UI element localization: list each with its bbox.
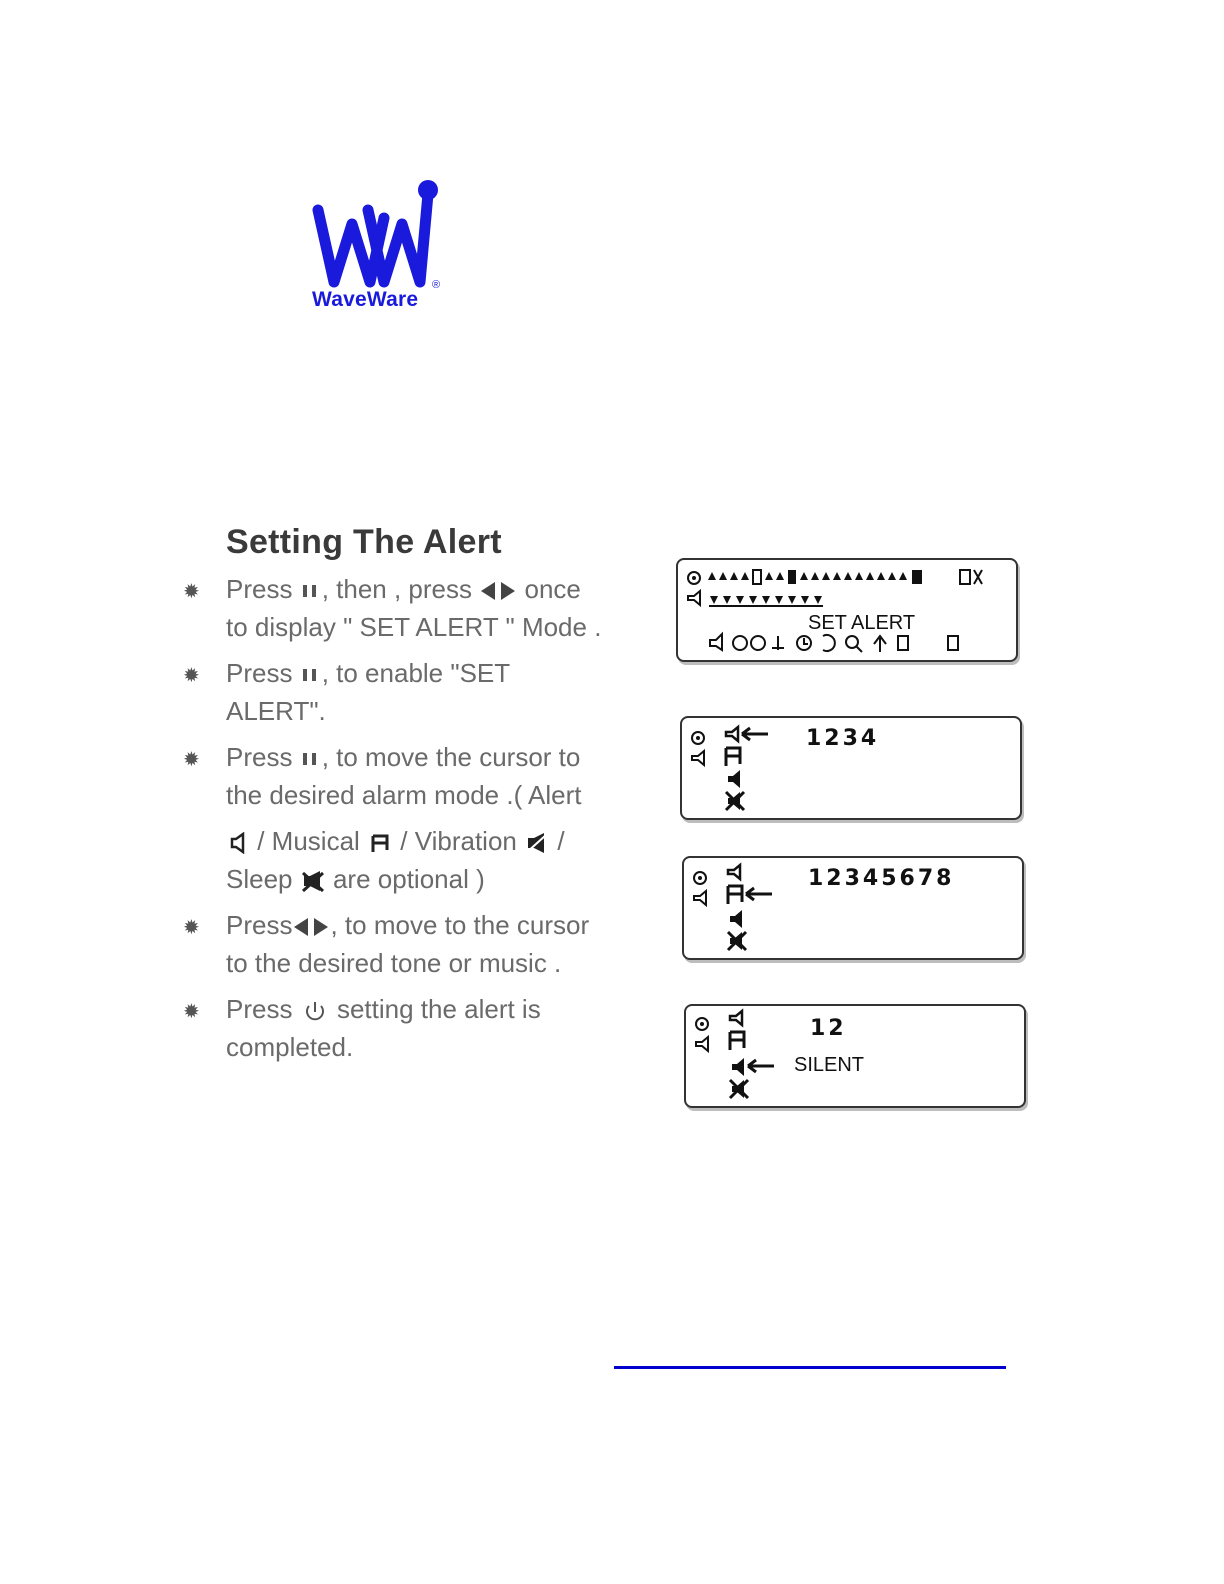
step-5-line-1: Press setting the alert is	[226, 994, 541, 1024]
footer-link-underline[interactable]	[614, 1366, 1006, 1369]
section-title: Setting The Alert	[226, 523, 502, 561]
step-3-line-4: Sleep are optional )	[226, 864, 485, 894]
step-3-line-3: / Musical / Vibration /	[226, 826, 565, 856]
lcd-silent-label: SILENT	[794, 1054, 865, 1076]
bullet-icon: ✹	[183, 579, 200, 603]
pause-icon	[300, 667, 322, 683]
left-right-arrows-icon	[292, 916, 330, 938]
step-3-line-2: the desired alarm mode .( Alert	[226, 780, 582, 810]
lcd-indicator-row	[678, 560, 1016, 660]
lcd-tone-digits: 1234	[806, 726, 880, 751]
step-5-line-2: completed.	[226, 1032, 354, 1062]
pause-icon	[300, 583, 322, 599]
sleep-icon	[300, 870, 326, 892]
lcd-screen-set-alert	[676, 558, 1018, 662]
bullet-icon: ✹	[183, 663, 200, 687]
left-right-arrows-icon	[479, 580, 517, 602]
step-4-line-1: Press , to move to the cursor	[226, 910, 590, 940]
step-1-line-2: to display " SET ALERT " Mode .	[226, 612, 602, 642]
step-4-line-2: to the desired tone or music .	[226, 948, 562, 978]
bullet-icon: ✹	[183, 747, 200, 771]
power-icon	[300, 999, 330, 1023]
lcd-screen-music-tones	[682, 856, 1024, 960]
bullet-icon: ✹	[183, 915, 200, 939]
lcd-mode-icons	[686, 1006, 786, 1106]
lcd-mode-icons	[682, 718, 782, 818]
step-1-line-1: Press , then , press once	[226, 574, 581, 604]
step-3-line-1: Press , to move the cursor to	[226, 742, 581, 772]
lcd-set-alert-label: SET ALERT	[808, 612, 916, 634]
registered-mark: ®	[432, 279, 441, 291]
step-2-line-2: ALERT".	[226, 696, 326, 726]
alert-speaker-icon	[226, 832, 250, 854]
bullet-icon: ✹	[183, 999, 200, 1023]
lcd-mode-icons	[684, 858, 784, 958]
lcd-screen-alert-tones	[680, 716, 1022, 820]
lcd-vibration-digits: 12	[810, 1016, 847, 1041]
step-2-line-1: Press , to enable "SET	[226, 658, 511, 688]
pause-icon	[300, 751, 322, 767]
musical-note-icon	[367, 832, 393, 854]
lcd-music-digits: 12345678	[808, 866, 955, 891]
lcd-screen-vibration	[684, 1004, 1026, 1108]
logo-caption: WaveWare	[312, 288, 419, 311]
vibration-icon	[524, 832, 550, 854]
